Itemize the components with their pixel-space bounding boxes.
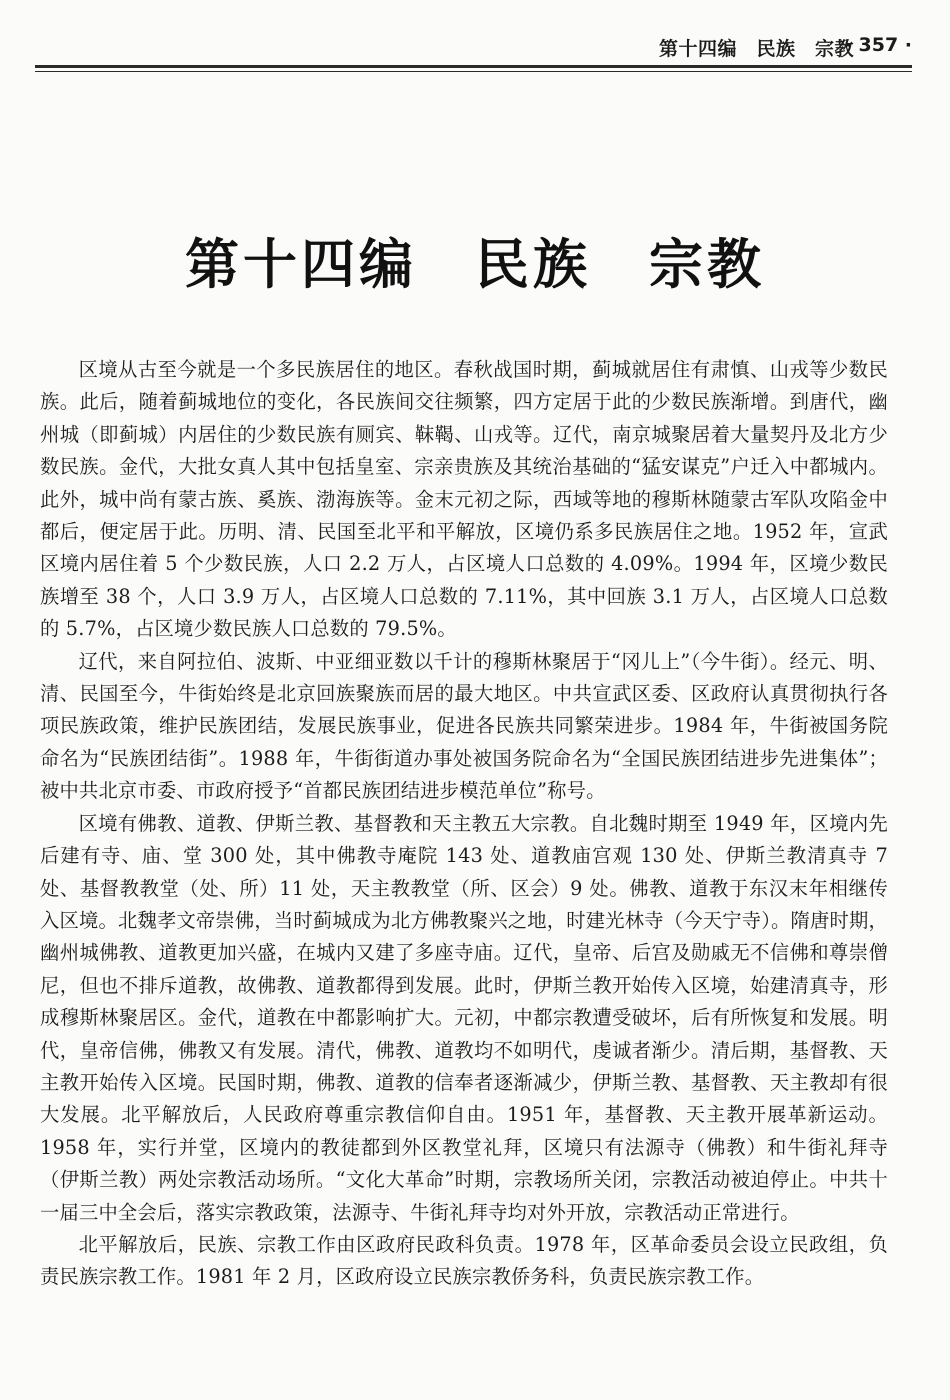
paragraph-religions: 区境有佛教、道教、伊斯兰教、基督教和天主教五大宗教。自北魏时期至 1949 年，区境内先后建有寺、庙、堂 300 处，其中佛教寺庵院 143 处、道教庙宫观 130 处、伊斯兰教清真寺 7 处、基督教教堂（处、所）11 处，天主教教堂（所、区会）9 处。佛教、道教于东汉末年相继传入区境。北魏孝文帝崇佛，当时蓟城成为北方佛教聚兴之地，时建光林寺（今天宁寺）。隋唐时期，幽州城佛教、道教更加兴盛，在城内又建了多座寺庙。辽代，皇帝、后宫及勋戚无不信佛和尊崇僧尼，但也不排斥道教，故佛教、道教都得到发展。此时，伊斯兰教开始传入区境，始建清真寺，形成穆斯林聚居区。金代，道教在中都影响扩大。元初，中都宗教遭受破坏，后有所恢复和发展。明代，皇帝信佛，佛教又有发展。清代，佛教、道教均不如明代，虔诚者渐少。清后期，基督教、天主教开始传入区境。民国时期，佛教、道教的信奉者逐渐减少，伊斯兰教、基督教、天主教却有很大发展。北平解放后，人民政府尊重宗教信仰自由。1951 年，基督教、天主教开展革新运动。1958 年，实行并堂，区境内的教徒都到外区教堂礼拜，区境只有法源寺（佛教）和牛街礼拜寺（伊斯兰教）两处宗教活动场所。“文化大革命”时期，宗教场所关闭，宗教活动被迫停止。中共十一届三中全会后，落实宗教政策，法源寺、牛街礼拜寺均对外开放，宗教活动正常进行。 [40, 811, 888, 1224]
paragraph-ethnic-history: 区境从古至今就是一个多民族居住的地区。春秋战国时期，蓟城就居住有肃慎、山戎等少数民族。此后，随着蓟城地位的变化，各民族间交往频繁，四方定居于此的少数民族渐增。到唐代，幽州城（即蓟城）内居住的少数民族有厕宾、靺鞨、山戎等。辽代，南京城聚居着大量契丹及北方少数民族。金代，大批女真人其中包括皇室、宗亲贵族及其统治基础的“猛安谋克”户迁入中都城内。此外，城中尚有蒙古族、奚族、渤海族等。金末元初之际，西域等地的穆斯林随蒙古军队攻陷金中都后，便定居于此。历明、清、民国至北平和平解放，区境仍系多民族居住之地。1952 年，宣武区境内居住着 5 个少数民族，人口 2.2 万人，占区境人口总数的 4.09%。1994 年，区境少数民族增至 38 个，人口 3.9 万人，占区境人口总数的 7.11%，其中回族 3.1 万人，占区境人口总数的 5.7%，占区境少数民族人口总数的 79.5%。 [40, 358, 888, 641]
page-number: · 357 · [844, 34, 912, 56]
paragraph-niujie: 辽代，来自阿拉伯、波斯、中亚细亚数以千计的穆斯林聚居于“冈儿上”（今牛街）。经元、明、清、民国至今，牛街始终是北京回族聚族而居的最大地区。中共宣武区委、区政府认真贯彻执行各项民族政策，维护民族团结，发展民族事业，促进各民族共同繁荣进步。1984 年，牛街被国务院命名为“民族团结街”。1988 年，牛街街道办事处被国务院命名为“全国民族团结进步先进集体”；被中共北京市委、市政府授予“首都民族团结进步模范单位”称号。 [40, 649, 888, 803]
chapter-title: 第十四编 民族 宗教 [185, 233, 765, 296]
running-header [35, 30, 912, 74]
paragraph-administration: 北平解放后，民族、宗教工作由区政府民政科负责。1978 年，区革命委员会设立民政组，负责民族宗教工作。1981 年 2 月，区政府设立民族宗教侨务科，负责民族宗教工作。 [40, 1232, 888, 1289]
running-title: 第十四编 民族 宗教 [658, 38, 854, 60]
header-rule-thick [35, 65, 912, 68]
body-text [40, 354, 888, 1294]
header-rule-thin [35, 71, 912, 72]
